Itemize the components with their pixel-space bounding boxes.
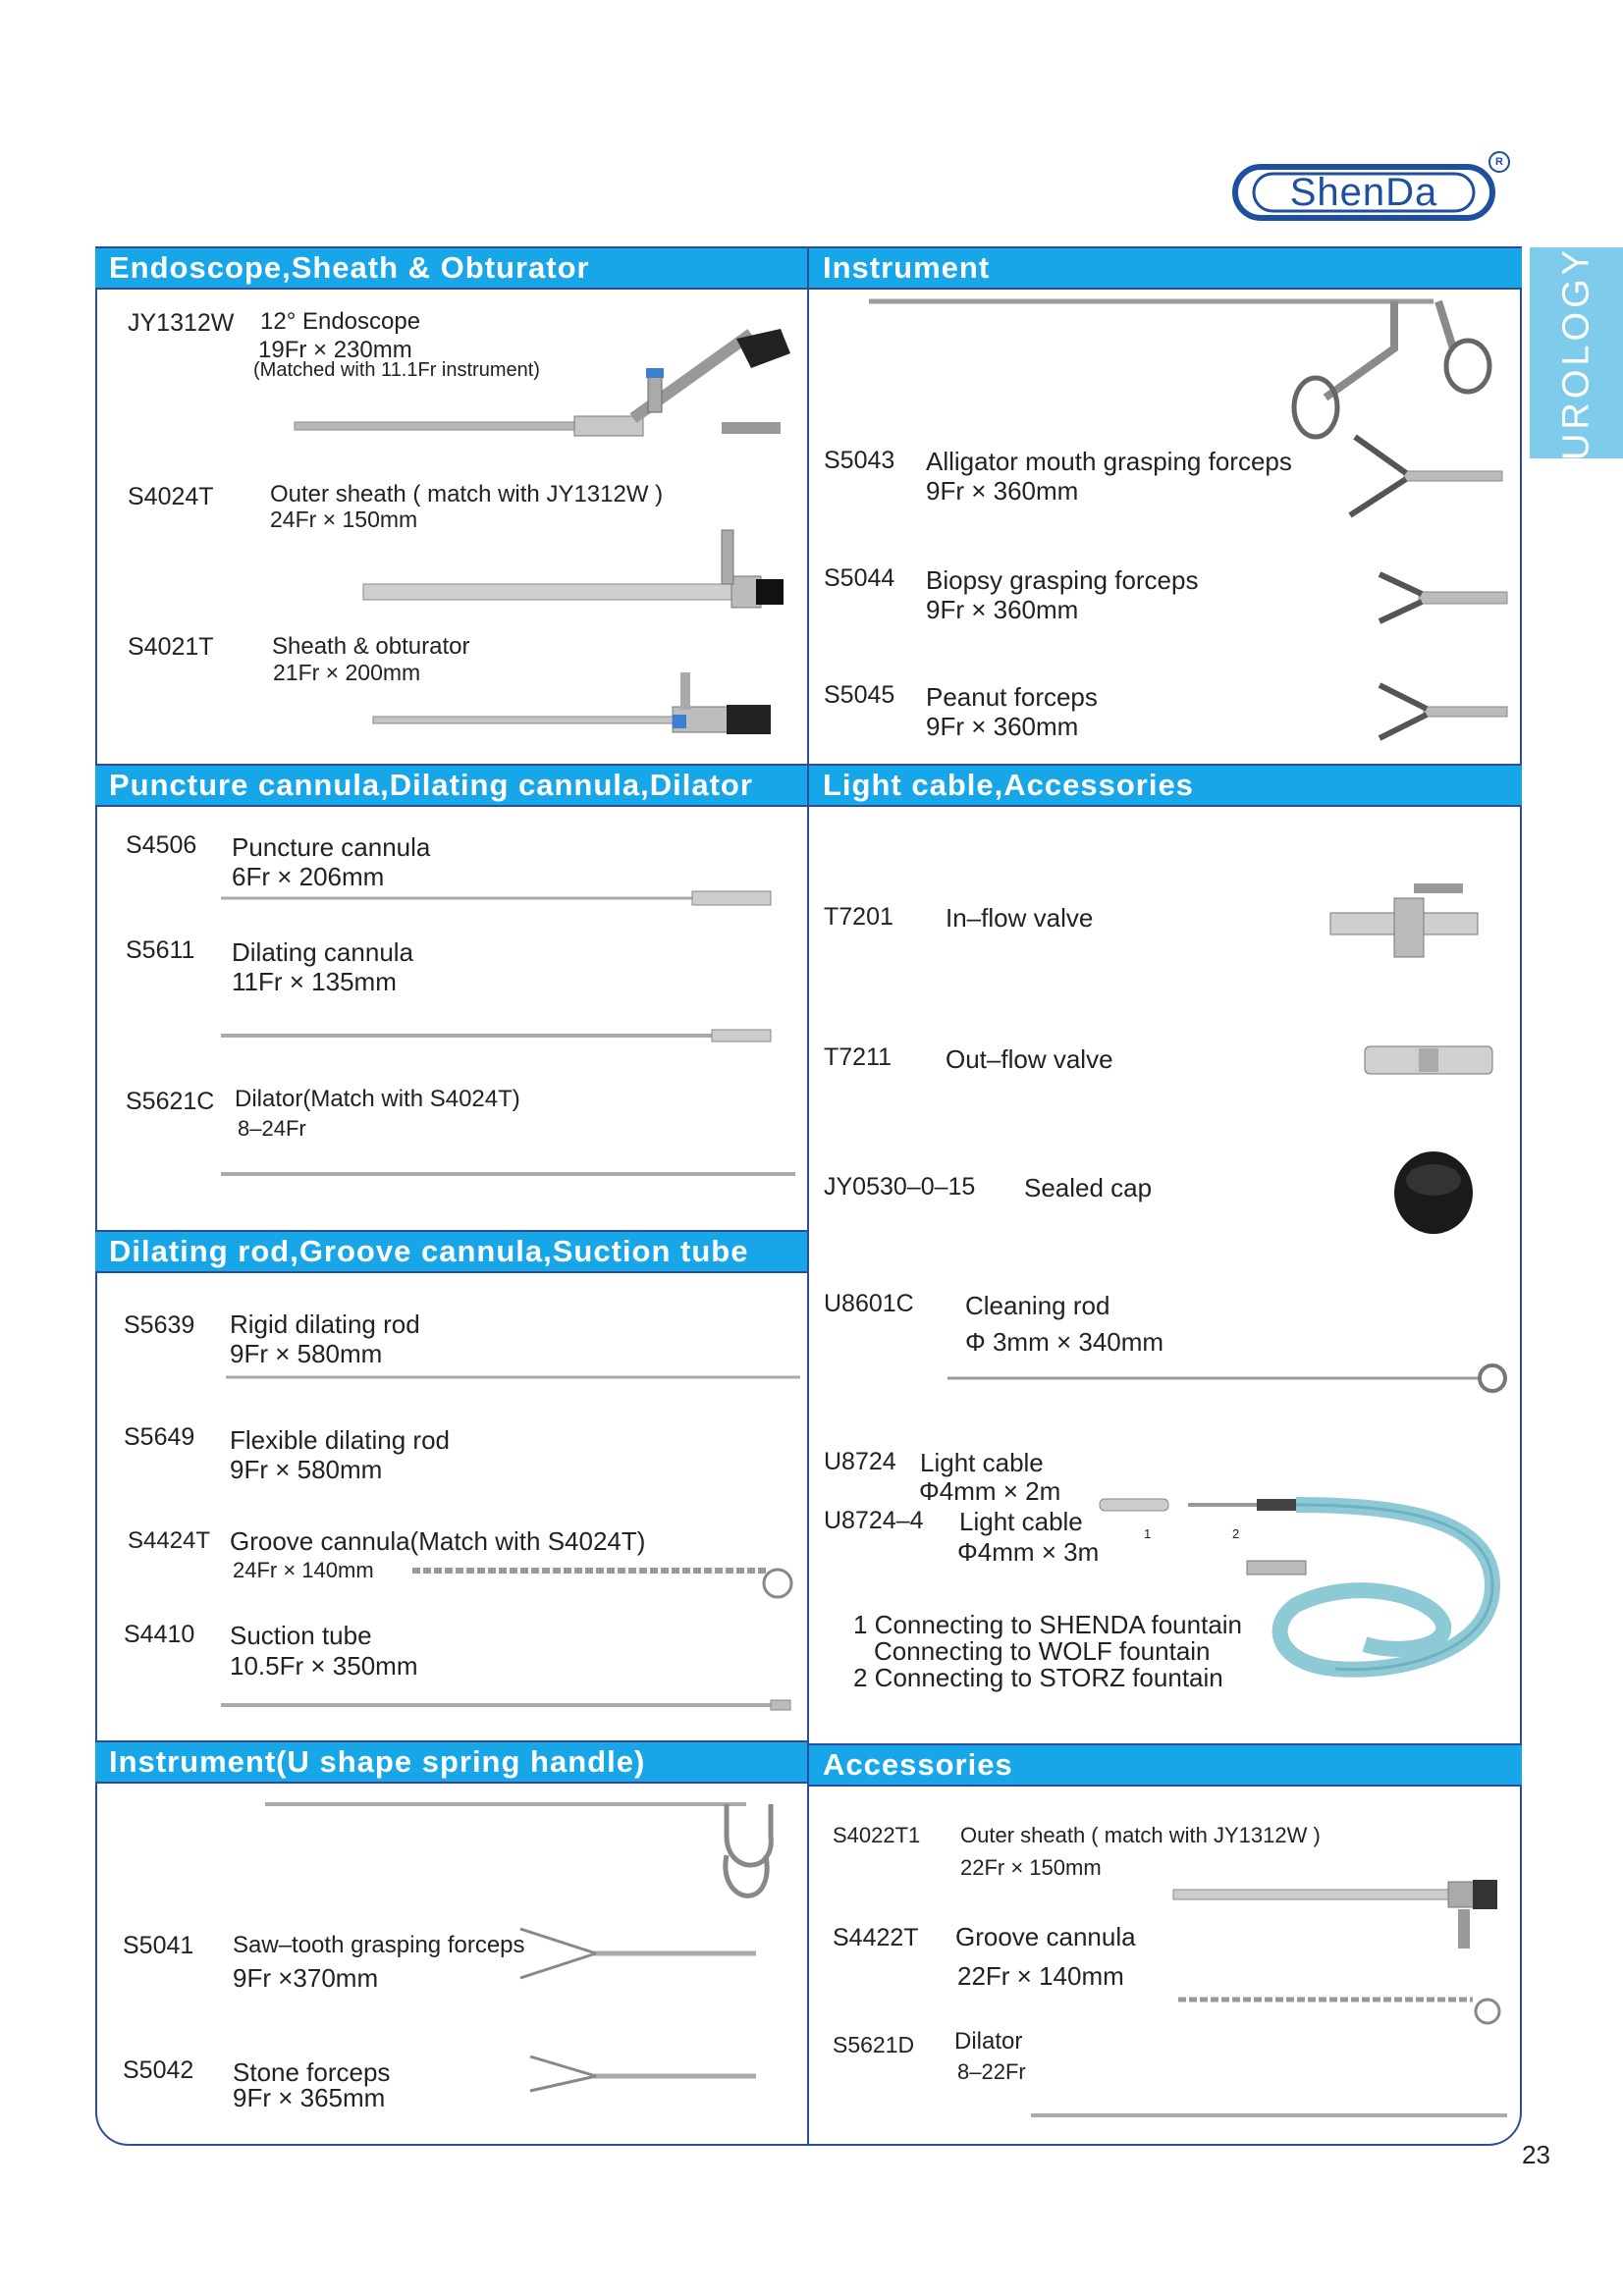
item-code: JY1312W <box>128 309 235 337</box>
item-size: 9Fr × 580mm <box>230 1339 383 1368</box>
item-code: S5045 <box>824 681 895 709</box>
connection-note: 1 Connecting to SHENDA fountain <box>853 1610 1243 1639</box>
connection-note: Connecting to WOLF fountain <box>874 1636 1211 1666</box>
header-light: Light cable,Accessories <box>809 764 1522 807</box>
outer-sheath-image <box>358 525 795 623</box>
item-code: U8724 <box>824 1448 896 1475</box>
dilator-22-image <box>1031 2110 1507 2120</box>
header-endoscope: Endoscope,Sheath & Obturator <box>95 246 807 290</box>
alligator-tip-image <box>1345 432 1507 520</box>
item-name: Sealed cap <box>1024 1173 1153 1202</box>
item-name: Alligator mouth grasping forceps <box>926 447 1292 476</box>
item-code: S4410 <box>124 1621 195 1648</box>
item-size: 11Fr × 135mm <box>232 967 397 996</box>
header-puncture: Puncture cannula,Dilating cannula,Dilator <box>95 764 807 807</box>
item-note: (Matched with 11.1Fr instrument) <box>253 359 540 381</box>
item-size: 6Fr × 206mm <box>232 862 385 891</box>
item-size: 9Fr × 360mm <box>926 595 1079 624</box>
peanut-tip-image <box>1370 677 1507 746</box>
item-name: Stone forceps <box>233 2057 391 2087</box>
rigid-rod-image <box>226 1372 800 1382</box>
item-size: 22Fr × 150mm <box>960 1855 1102 1880</box>
item-code: JY0530–0–15 <box>824 1173 976 1201</box>
item-code: S4021T <box>128 633 214 661</box>
item-code: S5649 <box>124 1423 195 1451</box>
item-size: 8–24Fr <box>238 1116 306 1141</box>
item-size: 21Fr × 200mm <box>273 660 421 685</box>
item-size: 10.5Fr × 350mm <box>230 1651 418 1681</box>
outflow-valve-image <box>1360 1039 1502 1083</box>
item-code: S4422T <box>833 1924 919 1951</box>
side-tab-label: UROLOGY <box>1555 245 1596 460</box>
item-code: S4024T <box>128 483 214 510</box>
item-code: S4022T1 <box>833 1823 921 1847</box>
item-name: Light cable <box>920 1448 1044 1477</box>
item-size: Φ 3mm × 340mm <box>965 1327 1164 1357</box>
groove-cannula-22-image <box>1178 1988 1507 2027</box>
item-size: 9Fr × 360mm <box>926 712 1079 741</box>
sheath-obturator-image <box>368 667 790 736</box>
dilating-cannula-image <box>221 1026 795 1045</box>
item-name: Out–flow valve <box>946 1044 1113 1074</box>
item-size: 9Fr × 365mm <box>233 2083 386 2112</box>
item-name: Outer sheath ( match with JY1312W ) <box>960 1823 1321 1847</box>
callout-1: 1 <box>1144 1526 1152 1541</box>
saw-tooth-forceps-image <box>515 1924 761 1983</box>
item-code: S5621C <box>126 1088 215 1115</box>
callout-2: 2 <box>1232 1526 1240 1541</box>
item-name: Puncture cannula <box>232 832 431 862</box>
item-name: Dilator <box>954 2028 1023 2055</box>
item-name: Groove cannula <box>955 1922 1136 1951</box>
item-code: U8724–4 <box>824 1507 924 1534</box>
item-code: S4506 <box>126 831 197 859</box>
item-name: Flexible dilating rod <box>230 1425 451 1455</box>
item-name: Outer sheath ( match with JY1312W ) <box>270 481 664 507</box>
biopsy-tip-image <box>1375 564 1507 633</box>
item-code: S5044 <box>824 564 895 592</box>
side-tab <box>1530 247 1623 458</box>
item-name: Saw–tooth grasping forceps <box>233 1932 525 1958</box>
item-code: S5041 <box>123 1932 194 1959</box>
item-name: Biopsy grasping forceps <box>926 565 1199 595</box>
column-divider <box>807 246 809 2146</box>
item-size: 9Fr × 360mm <box>926 476 1079 506</box>
endoscope-image <box>290 324 800 461</box>
item-size: 9Fr ×370mm <box>233 1963 379 1993</box>
item-code: S5621D <box>833 2032 915 2057</box>
item-code: S5611 <box>126 936 195 964</box>
stone-forceps-image <box>525 2052 761 2095</box>
item-code: S5043 <box>824 447 895 474</box>
item-name: Suction tube <box>230 1621 372 1650</box>
item-name: Light cable <box>959 1507 1083 1536</box>
item-code: S5042 <box>123 2056 194 2084</box>
dilator-image <box>221 1168 795 1180</box>
cleaning-rod-image <box>947 1362 1512 1396</box>
item-code: T7201 <box>824 903 893 931</box>
item-size: 19Fr × 230mm <box>258 337 412 363</box>
item-name: Dilator(Match with S4024T) <box>235 1086 520 1112</box>
header-ushape: Instrument(U shape spring handle) <box>95 1740 807 1784</box>
item-name: In–flow valve <box>946 903 1094 933</box>
brand-logo <box>1232 162 1495 223</box>
forceps-image <box>864 290 1512 437</box>
item-code: S5639 <box>124 1311 195 1339</box>
item-code: S4424T <box>128 1527 211 1554</box>
puncture-cannula-image <box>221 888 795 908</box>
item-size: 22Fr × 140mm <box>957 1961 1124 1991</box>
item-name: Cleaning rod <box>965 1291 1110 1320</box>
item-name: Peanut forceps <box>926 682 1098 712</box>
inflow-valve-image <box>1325 879 1502 962</box>
groove-cannula-image <box>412 1559 800 1598</box>
item-size: 9Fr × 580mm <box>230 1455 383 1484</box>
item-size: Φ4mm × 3m <box>957 1537 1100 1567</box>
outer-sheath-22-image <box>1173 1870 1507 1958</box>
header-dilating: Dilating rod,Groove cannula,Suction tube <box>95 1230 807 1273</box>
item-name: Sheath & obturator <box>272 633 470 660</box>
page-number: 23 <box>1522 2140 1550 2169</box>
header-accessories: Accessories <box>809 1743 1522 1787</box>
item-size: 8–22Fr <box>957 2059 1026 2084</box>
item-name: Rigid dilating rod <box>230 1309 420 1339</box>
item-code: U8601C <box>824 1290 914 1317</box>
registered-mark: R <box>1488 151 1510 173</box>
item-name: 12° Endoscope <box>260 308 421 335</box>
brand-name: ShenDa <box>1289 171 1438 214</box>
spring-handle-image <box>265 1796 776 1924</box>
header-instrument: Instrument <box>809 246 1522 290</box>
item-size: Φ4mm × 2m <box>919 1476 1061 1506</box>
item-size: 24Fr × 150mm <box>270 507 418 532</box>
item-size: 24Fr × 140mm <box>233 1558 374 1582</box>
suction-tube-image <box>221 1698 800 1712</box>
sealed-cap-image <box>1389 1148 1478 1237</box>
item-code: T7211 <box>824 1043 893 1071</box>
item-name: Dilating cannula <box>232 937 414 967</box>
item-name: Groove cannula(Match with S4024T) <box>230 1526 646 1556</box>
connection-note: 2 Connecting to STORZ fountain <box>853 1663 1223 1692</box>
